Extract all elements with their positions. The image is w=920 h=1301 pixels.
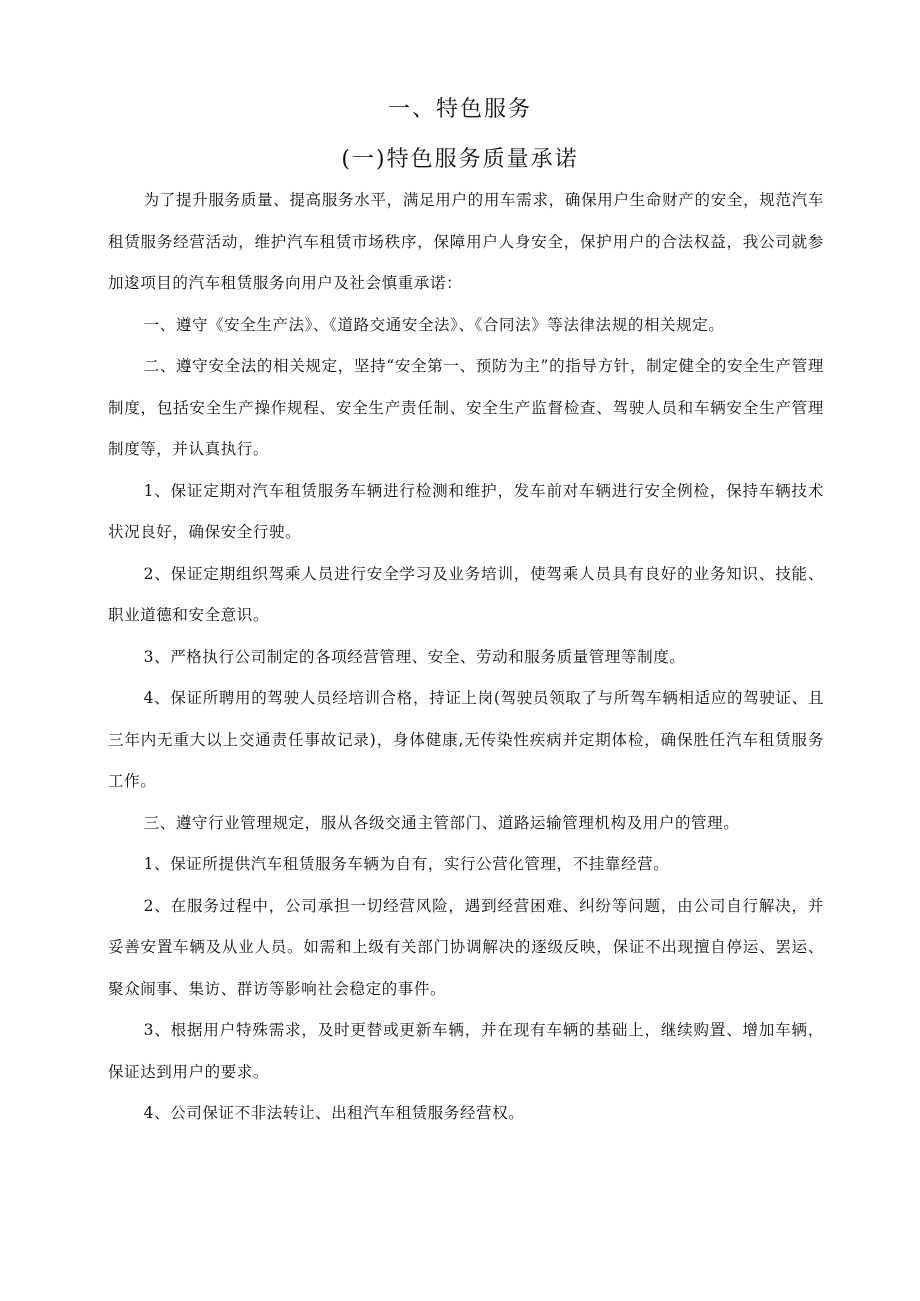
section-title: 一、特色服务 bbox=[387, 97, 532, 122]
paragraph-item-2-4: 4、保证所聘用的驾驶人员经培训合格，持证上岗(驾驶员领取了与所驾车辆相适应的驾驶证、且三年内无重大以上交通责任事故记录)，身体健康,无传染性疾病并定期体检，确保胜任汽车租赁服务工作。 bbox=[108, 689, 824, 790]
paragraph-item-3-4: 4、公司保证不非法转让、出租汽车租赁服务经营权。 bbox=[143, 1104, 525, 1122]
document-body bbox=[108, 180, 824, 1135]
paragraph-item-2-1: 1、保证定期对汽车租赁服务车辆进行检测和维护，发车前对车辆进行安全例检，保持车辆技术状况良好，确保安全行驶。 bbox=[108, 481, 824, 541]
paragraph-item-3-3: 3、根据用户特殊需求，及时更替或更新车辆，并在现有车辆的基础上，继续购置、增加车辆，保证达到用户的要求。 bbox=[108, 1021, 824, 1081]
paragraph-item-2: 二、遵守安全法的相关规定，坚持“安全第一、预防为主”的指导方针，制定健全的安全生产管理制度，包括安全生产操作规程、安全生产责任制、安全生产监督检查、驾驶人员和车辆安全生产管理制度等，并认真执行。 bbox=[108, 357, 824, 458]
paragraph-item-1: 一、遵守《安全生产法》、《道路交通安全法》、《合同法》等法律法规的相关规定。 bbox=[143, 315, 725, 334]
paragraph-item-2-3: 3、严格执行公司制定的各项经营管理、安全、劳动和服务质量管理等制度。 bbox=[143, 647, 686, 666]
paragraph-item-3: 三、遵守行业管理规定，服从各级交通主管部门、道路运输管理机构及用户的管理。 bbox=[143, 813, 740, 832]
paragraph-item-3-1: 1、保证所提供汽车租赁服务车辆为自有，实行公营化管理，不挂靠经营。 bbox=[143, 855, 670, 873]
section-subtitle: (一)特色服务质量承诺 bbox=[341, 147, 579, 172]
paragraph-item-2-2: 2、保证定期组织驾乘人员进行安全学习及业务培训，使驾乘人员具有良好的业务知识、技能、职业道德和安全意识。 bbox=[108, 564, 824, 624]
paragraph-intro: 为了提升服务质量、提高服务水平，满足用户的用车需求，确保用户生命财产的安全，规范汽车租赁服务经营活动，维护汽车租赁市场秩序，保障用户人身安全，保护用户的合法权益，我公司就参加逡项目的汽车租赁服务向用户及社会慎重承诺： bbox=[108, 191, 824, 292]
paragraph-item-3-2: 2、在服务过程中，公司承担一切经营风险，遇到经营困难、纠纷等问题，由公司自行解决，并妥善安置车辆及从业人员。如需和上级有关部门协调解决的逐级反映，保证不出现擅自停运、罢运、聚众闹事、集访、群访等影响社会稳定的事件。 bbox=[108, 896, 824, 998]
